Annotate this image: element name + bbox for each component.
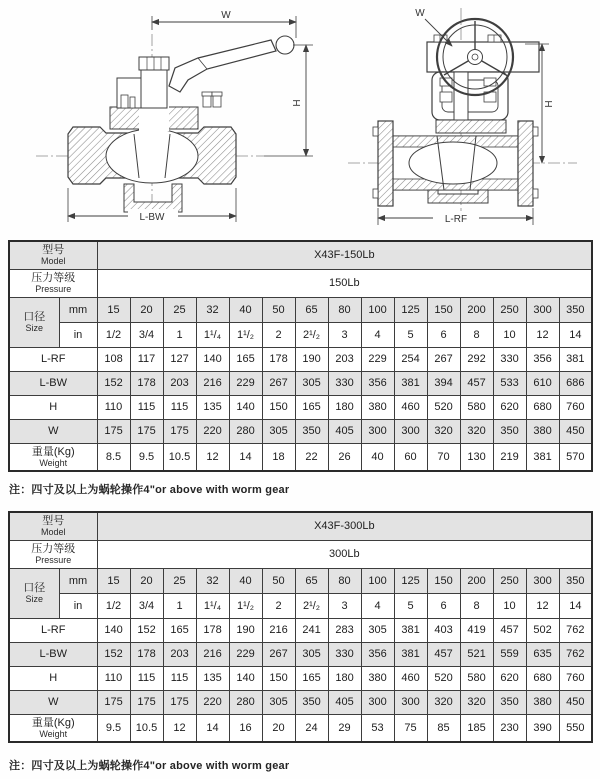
value-cell: 380 bbox=[526, 690, 559, 714]
size-mm-cell: 100 bbox=[361, 297, 394, 322]
size-in-cell: 2¹/₂ bbox=[295, 593, 328, 618]
value-cell: 152 bbox=[130, 618, 163, 642]
value-cell: 135 bbox=[196, 395, 229, 419]
value-cell: 178 bbox=[196, 618, 229, 642]
value-cell: 356 bbox=[361, 371, 394, 395]
lever-valve-drawing bbox=[0, 0, 330, 234]
value-cell: 18 bbox=[262, 443, 295, 471]
value-cell: 110 bbox=[97, 395, 130, 419]
spec-table-150lb bbox=[8, 240, 593, 472]
model-header bbox=[9, 241, 97, 269]
size-mm-cell: 200 bbox=[460, 297, 493, 322]
size-in-cell: 1¹/₄ bbox=[196, 593, 229, 618]
value-cell: 53 bbox=[361, 714, 394, 742]
value-cell: 405 bbox=[328, 419, 361, 443]
value-cell: 635 bbox=[526, 642, 559, 666]
size-in-cell: 1 bbox=[163, 593, 196, 618]
size-in-cell: 4 bbox=[361, 593, 394, 618]
value-cell: 219 bbox=[493, 443, 526, 471]
spec-table bbox=[8, 511, 593, 743]
value-cell: 460 bbox=[394, 395, 427, 419]
value-cell: 115 bbox=[163, 666, 196, 690]
value-cell: 267 bbox=[427, 347, 460, 371]
value-cell: 305 bbox=[361, 618, 394, 642]
value-cell: 216 bbox=[262, 618, 295, 642]
size-mm-cell: 20 bbox=[130, 297, 163, 322]
value-cell: 115 bbox=[130, 395, 163, 419]
gear-valve-drawing bbox=[330, 0, 600, 234]
value-cell: 140 bbox=[229, 395, 262, 419]
row-label-en: Weight bbox=[39, 728, 68, 739]
size-header bbox=[9, 568, 59, 618]
value-cell: 185 bbox=[460, 714, 493, 742]
value-cell: 457 bbox=[493, 618, 526, 642]
size-in-cell: 1¹/₂ bbox=[229, 593, 262, 618]
pressure-header bbox=[9, 540, 97, 568]
size-mm-cell: 25 bbox=[163, 297, 196, 322]
value-cell: 115 bbox=[163, 395, 196, 419]
size-in-cell: 3 bbox=[328, 593, 361, 618]
value-cell: 403 bbox=[427, 618, 460, 642]
bottom-cap bbox=[124, 184, 182, 212]
gear-valve-geometry bbox=[348, 8, 577, 225]
value-cell: 108 bbox=[97, 347, 130, 371]
value-cell: 135 bbox=[196, 666, 229, 690]
model-label-cn: 型号 bbox=[42, 515, 65, 528]
value-cell: 330 bbox=[328, 642, 361, 666]
value-cell: 419 bbox=[460, 618, 493, 642]
value-cell: 450 bbox=[559, 690, 592, 714]
value-cell: 762 bbox=[559, 618, 592, 642]
row-header: L-RF bbox=[9, 347, 97, 371]
size-in-cell: 10 bbox=[493, 322, 526, 347]
value-cell: 241 bbox=[295, 618, 328, 642]
value-cell: 320 bbox=[427, 690, 460, 714]
row-header: W bbox=[9, 690, 97, 714]
value-cell: 203 bbox=[163, 371, 196, 395]
value-cell: 180 bbox=[328, 395, 361, 419]
unit-in: in bbox=[59, 593, 97, 618]
value-cell: 305 bbox=[295, 371, 328, 395]
row-header: L-RF bbox=[9, 618, 97, 642]
value-cell: 29 bbox=[328, 714, 361, 742]
size-mm-cell: 150 bbox=[427, 297, 460, 322]
size-mm-cell: 200 bbox=[460, 568, 493, 593]
value-cell: 570 bbox=[559, 443, 592, 471]
size-mm-cell: 150 bbox=[427, 568, 460, 593]
size-in-cell: 10 bbox=[493, 593, 526, 618]
value-cell: 60 bbox=[394, 443, 427, 471]
value-cell: 175 bbox=[163, 419, 196, 443]
size-in-cell: 3/4 bbox=[130, 322, 163, 347]
size-in-cell: 2¹/₂ bbox=[295, 322, 328, 347]
size-mm-cell: 125 bbox=[394, 297, 427, 322]
model-label-cn: 型号 bbox=[42, 244, 65, 257]
value-cell: 75 bbox=[394, 714, 427, 742]
size-mm-cell: 80 bbox=[328, 568, 361, 593]
size-in-cell: 2 bbox=[262, 593, 295, 618]
dim-label-h: H bbox=[292, 99, 303, 107]
value-cell: 292 bbox=[460, 347, 493, 371]
size-label-en: Size bbox=[25, 594, 43, 604]
value-cell: 229 bbox=[229, 642, 262, 666]
value-cell: 610 bbox=[526, 371, 559, 395]
size-mm-cell: 80 bbox=[328, 297, 361, 322]
size-mm-cell: 65 bbox=[295, 568, 328, 593]
value-cell: 680 bbox=[526, 666, 559, 690]
value-cell: 16 bbox=[229, 714, 262, 742]
value-cell: 380 bbox=[361, 666, 394, 690]
value-cell: 305 bbox=[262, 690, 295, 714]
value-cell: 559 bbox=[493, 642, 526, 666]
pressure-label-en: Pressure bbox=[35, 555, 72, 565]
value-cell: 762 bbox=[559, 642, 592, 666]
value-cell: 254 bbox=[394, 347, 427, 371]
valve-plug-ball bbox=[106, 129, 198, 183]
value-cell: 165 bbox=[295, 666, 328, 690]
size-mm-cell: 40 bbox=[229, 297, 262, 322]
value-cell: 394 bbox=[427, 371, 460, 395]
size-mm-cell: 25 bbox=[163, 568, 196, 593]
value-cell: 330 bbox=[328, 371, 361, 395]
value-cell: 267 bbox=[262, 642, 295, 666]
size-in-cell: 6 bbox=[427, 593, 460, 618]
value-cell: 320 bbox=[460, 690, 493, 714]
value-cell: 381 bbox=[559, 347, 592, 371]
value-cell: 40 bbox=[361, 443, 394, 471]
value-cell: 152 bbox=[97, 642, 130, 666]
value-cell: 380 bbox=[361, 395, 394, 419]
value-cell: 20 bbox=[262, 714, 295, 742]
value-cell: 127 bbox=[163, 347, 196, 371]
value-cell: 300 bbox=[394, 690, 427, 714]
model-value: X43F-300Lb bbox=[97, 512, 592, 540]
value-cell: 152 bbox=[97, 371, 130, 395]
size-in-cell: 3/4 bbox=[130, 593, 163, 618]
value-cell: 165 bbox=[229, 347, 262, 371]
pressure-label-cn: 压力等级 bbox=[31, 543, 76, 555]
value-cell: 620 bbox=[493, 395, 526, 419]
value-cell: 190 bbox=[229, 618, 262, 642]
spec-table bbox=[8, 240, 593, 472]
value-cell: 300 bbox=[394, 419, 427, 443]
value-cell: 12 bbox=[196, 443, 229, 471]
value-cell: 350 bbox=[493, 690, 526, 714]
value-cell: 457 bbox=[460, 371, 493, 395]
size-mm-cell: 250 bbox=[493, 568, 526, 593]
size-label-cn: 口径 bbox=[23, 582, 46, 594]
dim-label-lrf: L-RF bbox=[444, 214, 468, 225]
size-in-cell: 5 bbox=[394, 593, 427, 618]
value-cell: 390 bbox=[526, 714, 559, 742]
bonnet-flange bbox=[436, 120, 506, 133]
stem-block bbox=[141, 70, 167, 108]
value-cell: 165 bbox=[295, 395, 328, 419]
value-cell: 9.5 bbox=[130, 443, 163, 471]
dim-label-h: H bbox=[544, 100, 555, 108]
value-cell: 620 bbox=[493, 666, 526, 690]
row-header: L-BW bbox=[9, 642, 97, 666]
value-cell: 350 bbox=[295, 690, 328, 714]
value-cell: 320 bbox=[460, 419, 493, 443]
unit-in: in bbox=[59, 322, 97, 347]
size-in-cell: 5 bbox=[394, 322, 427, 347]
table-note-150lb: 注：四寸及以上为蜗轮操作4"or above with worm gear bbox=[9, 484, 290, 496]
value-cell: 330 bbox=[493, 347, 526, 371]
size-mm-cell: 40 bbox=[229, 568, 262, 593]
value-cell: 350 bbox=[295, 419, 328, 443]
value-cell: 22 bbox=[295, 443, 328, 471]
unit-mm: mm bbox=[59, 297, 97, 322]
value-cell: 520 bbox=[427, 666, 460, 690]
size-mm-cell: 32 bbox=[196, 568, 229, 593]
pressure-label-en: Pressure bbox=[35, 284, 72, 294]
value-cell: 8.5 bbox=[97, 443, 130, 471]
size-in-cell: 14 bbox=[559, 593, 592, 618]
value-cell: 140 bbox=[196, 347, 229, 371]
value-cell: 203 bbox=[328, 347, 361, 371]
value-cell: 380 bbox=[526, 419, 559, 443]
value-cell: 686 bbox=[559, 371, 592, 395]
model-label-en: Model bbox=[41, 527, 66, 538]
valve-plug-ball bbox=[409, 142, 497, 184]
value-cell: 760 bbox=[559, 395, 592, 419]
size-in-cell: 1¹/₄ bbox=[196, 322, 229, 347]
value-cell: 381 bbox=[526, 443, 559, 471]
size-in-cell: 6 bbox=[427, 322, 460, 347]
pressure-label-cn: 压力等级 bbox=[31, 272, 76, 284]
value-cell: 520 bbox=[427, 395, 460, 419]
value-cell: 175 bbox=[97, 690, 130, 714]
spec-table-300lb bbox=[8, 511, 593, 743]
value-cell: 178 bbox=[130, 642, 163, 666]
value-cell: 300 bbox=[361, 690, 394, 714]
pressure-value: 150Lb bbox=[97, 269, 592, 297]
size-in-cell: 8 bbox=[460, 322, 493, 347]
size-mm-cell: 50 bbox=[262, 568, 295, 593]
value-cell: 305 bbox=[295, 642, 328, 666]
value-cell: 165 bbox=[163, 618, 196, 642]
size-mm-cell: 65 bbox=[295, 297, 328, 322]
model-header bbox=[9, 512, 97, 540]
size-in-cell: 1 bbox=[163, 322, 196, 347]
size-mm-cell: 350 bbox=[559, 568, 592, 593]
model-label-en: Model bbox=[41, 256, 66, 267]
size-mm-cell: 20 bbox=[130, 568, 163, 593]
value-cell: 130 bbox=[460, 443, 493, 471]
flange-left bbox=[378, 121, 393, 206]
value-cell: 190 bbox=[295, 347, 328, 371]
value-cell: 305 bbox=[262, 419, 295, 443]
value-cell: 216 bbox=[196, 371, 229, 395]
value-cell: 450 bbox=[559, 419, 592, 443]
size-in-cell: 1/2 bbox=[97, 322, 130, 347]
size-in-cell: 4 bbox=[361, 322, 394, 347]
value-cell: 760 bbox=[559, 666, 592, 690]
dim-label-w: W bbox=[221, 10, 231, 21]
row-label-cn: 重量(Kg) bbox=[31, 445, 75, 458]
value-cell: 460 bbox=[394, 666, 427, 690]
value-cell: 381 bbox=[394, 642, 427, 666]
value-cell: 175 bbox=[130, 690, 163, 714]
size-label-en: Size bbox=[25, 323, 43, 333]
value-cell: 150 bbox=[262, 395, 295, 419]
value-cell: 580 bbox=[460, 666, 493, 690]
value-cell: 300 bbox=[361, 419, 394, 443]
value-cell: 230 bbox=[493, 714, 526, 742]
pressure-header bbox=[9, 269, 97, 297]
value-cell: 356 bbox=[361, 642, 394, 666]
dim-label-lbw: L-BW bbox=[139, 212, 165, 223]
size-mm-cell: 32 bbox=[196, 297, 229, 322]
value-cell: 580 bbox=[460, 395, 493, 419]
size-mm-cell: 125 bbox=[394, 568, 427, 593]
value-cell: 140 bbox=[97, 618, 130, 642]
value-cell: 14 bbox=[229, 443, 262, 471]
value-cell: 280 bbox=[229, 419, 262, 443]
value-cell: 10.5 bbox=[163, 443, 196, 471]
value-cell: 178 bbox=[130, 371, 163, 395]
lever-handle bbox=[169, 40, 276, 92]
value-cell: 356 bbox=[526, 347, 559, 371]
value-cell: 175 bbox=[97, 419, 130, 443]
flange-right bbox=[518, 121, 533, 206]
row-header bbox=[9, 714, 97, 742]
value-cell: 229 bbox=[361, 347, 394, 371]
value-cell: 680 bbox=[526, 395, 559, 419]
value-cell: 70 bbox=[427, 443, 460, 471]
size-in-cell: 12 bbox=[526, 593, 559, 618]
value-cell: 110 bbox=[97, 666, 130, 690]
value-cell: 175 bbox=[130, 419, 163, 443]
row-header: W bbox=[9, 419, 97, 443]
size-mm-cell: 50 bbox=[262, 297, 295, 322]
row-header: H bbox=[9, 666, 97, 690]
technical-drawings bbox=[0, 0, 600, 234]
row-header: H bbox=[9, 395, 97, 419]
size-in-cell: 2 bbox=[262, 322, 295, 347]
value-cell: 550 bbox=[559, 714, 592, 742]
size-in-cell: 12 bbox=[526, 322, 559, 347]
size-in-cell: 14 bbox=[559, 322, 592, 347]
value-cell: 14 bbox=[196, 714, 229, 742]
value-cell: 175 bbox=[163, 690, 196, 714]
value-cell: 180 bbox=[328, 666, 361, 690]
size-mm-cell: 15 bbox=[97, 568, 130, 593]
size-mm-cell: 250 bbox=[493, 297, 526, 322]
size-header bbox=[9, 297, 59, 347]
row-label-en: Weight bbox=[39, 457, 68, 468]
size-in-cell: 3 bbox=[328, 322, 361, 347]
model-value: X43F-150Lb bbox=[97, 241, 592, 269]
value-cell: 283 bbox=[328, 618, 361, 642]
value-cell: 320 bbox=[427, 419, 460, 443]
value-cell: 280 bbox=[229, 690, 262, 714]
value-cell: 381 bbox=[394, 618, 427, 642]
size-mm-cell: 350 bbox=[559, 297, 592, 322]
size-mm-cell: 100 bbox=[361, 568, 394, 593]
value-cell: 24 bbox=[295, 714, 328, 742]
value-cell: 216 bbox=[196, 642, 229, 666]
handle-ball-end bbox=[276, 36, 294, 54]
size-label-cn: 口径 bbox=[23, 311, 46, 323]
value-cell: 9.5 bbox=[97, 714, 130, 742]
handwheel-hub bbox=[468, 50, 483, 65]
size-in-cell: 1/2 bbox=[97, 593, 130, 618]
value-cell: 381 bbox=[394, 371, 427, 395]
value-cell: 220 bbox=[196, 419, 229, 443]
row-header: L-BW bbox=[9, 371, 97, 395]
table-note-300lb: 注：四寸及以上为蜗轮操作4"or above with worm gear bbox=[9, 760, 290, 772]
value-cell: 405 bbox=[328, 690, 361, 714]
unit-mm: mm bbox=[59, 568, 97, 593]
value-cell: 150 bbox=[262, 666, 295, 690]
lever-valve-geometry bbox=[36, 16, 313, 222]
value-cell: 457 bbox=[427, 642, 460, 666]
value-cell: 26 bbox=[328, 443, 361, 471]
value-cell: 533 bbox=[493, 371, 526, 395]
value-cell: 521 bbox=[460, 642, 493, 666]
size-mm-cell: 300 bbox=[526, 568, 559, 593]
value-cell: 10.5 bbox=[130, 714, 163, 742]
size-in-cell: 1¹/₂ bbox=[229, 322, 262, 347]
stem bbox=[454, 72, 468, 120]
value-cell: 350 bbox=[493, 419, 526, 443]
value-cell: 267 bbox=[262, 371, 295, 395]
dim-label-w: W bbox=[415, 8, 425, 19]
pressure-value: 300Lb bbox=[97, 540, 592, 568]
value-cell: 117 bbox=[130, 347, 163, 371]
row-header bbox=[9, 443, 97, 471]
value-cell: 140 bbox=[229, 666, 262, 690]
value-cell: 115 bbox=[130, 666, 163, 690]
value-cell: 220 bbox=[196, 690, 229, 714]
size-in-cell: 8 bbox=[460, 593, 493, 618]
value-cell: 502 bbox=[526, 618, 559, 642]
size-mm-cell: 300 bbox=[526, 297, 559, 322]
value-cell: 85 bbox=[427, 714, 460, 742]
value-cell: 178 bbox=[262, 347, 295, 371]
value-cell: 229 bbox=[229, 371, 262, 395]
row-label-cn: 重量(Kg) bbox=[31, 716, 75, 729]
value-cell: 12 bbox=[163, 714, 196, 742]
bottom-cap bbox=[428, 190, 488, 203]
value-cell: 203 bbox=[163, 642, 196, 666]
size-mm-cell: 15 bbox=[97, 297, 130, 322]
